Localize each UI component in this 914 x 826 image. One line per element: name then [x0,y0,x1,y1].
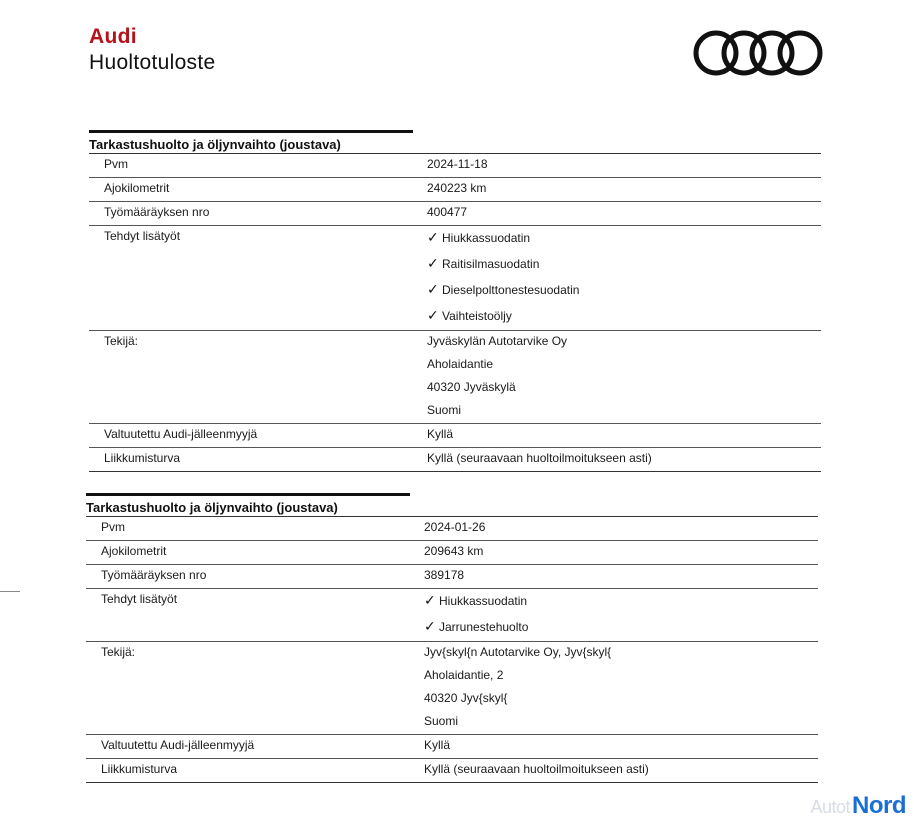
maker-line: Aholaidantie [427,357,494,371]
maker-line: Suomi [424,714,459,728]
dealer-value: Kyllä [427,427,454,441]
extras-label: Tehdyt lisätyöt [104,229,181,243]
date-value: 2024-11-18 [427,157,488,171]
mobility-value: Kyllä (seuraavaan huoltoilmoitukseen asti) [427,451,652,465]
audi-rings-icon [692,29,824,77]
section-heading: Tarkastushuolto ja öljynvaihto (joustava) [86,493,410,516]
date-value: 2024-01-26 [424,520,486,534]
check-icon: ✓ [427,229,439,245]
maker-label: Tekijä: [101,645,136,659]
brand-name: Audi [89,25,137,48]
row-km [89,178,821,202]
maker-line: Jyväskylän Autotarvike Oy [427,334,568,348]
extras-list [427,226,579,330]
row-mobility [86,759,818,783]
maker-line: Jyv{skyl{n Autotarvike Oy, Jyv{skyl{ [424,645,612,659]
date-label: Pvm [101,520,125,534]
watermark-faint: Autot [810,797,850,817]
record-rows [89,153,821,472]
maker-line: Suomi [427,403,462,417]
order-value: 389178 [424,568,465,582]
maker-line: 40320 Jyväskylä [427,380,516,394]
mobility-label: Liikkumisturva [101,762,178,776]
mobility-label: Liikkumisturva [104,451,181,465]
km-value: 240223 km [427,181,487,195]
check-icon: ✓ [427,307,439,323]
check-icon: ✓ [424,618,436,634]
row-order [86,565,818,589]
service-record-1 [89,130,821,472]
extras-list [424,589,528,641]
list-item: ✓ Jarrunestehuolto [424,615,528,641]
order-label: Työmääräyksen nro [101,568,207,582]
check-icon: ✓ [427,255,439,271]
row-dealer [89,424,821,448]
list-item: ✓ Dieselpolttonestesuodatin [427,278,579,304]
km-label: Ajokilometrit [104,181,170,195]
mobility-value: Kyllä (seuraavaan huoltoilmoitukseen asti) [424,762,649,776]
watermark-logo [810,792,906,820]
row-date [86,517,818,541]
row-date [89,154,821,178]
list-item: ✓ Vaihteistoöljy [427,304,579,330]
service-record-2 [86,493,818,783]
maker-address [424,642,611,734]
maker-label: Tekijä: [104,334,139,348]
check-icon: ✓ [427,281,439,297]
row-extras [86,589,818,642]
row-order [89,202,821,226]
row-km [86,541,818,565]
brand-block [89,24,215,76]
dealer-label: Valtuutettu Audi-jälleenmyyjä [104,427,258,441]
date-label: Pvm [104,157,128,171]
section-heading: Tarkastushuolto ja öljynvaihto (joustava) [89,130,413,153]
record-rows [86,516,818,783]
row-extras [89,226,821,331]
divider [0,591,20,592]
maker-address [427,331,567,423]
document-title: Huoltotuloste [89,51,216,74]
list-item: ✓ Hiukkassuodatin [427,226,579,252]
row-mobility [89,448,821,472]
list-item: ✓ Raitisilmasuodatin [427,252,579,278]
dealer-value: Kyllä [424,738,451,752]
km-label: Ajokilometrit [101,544,167,558]
list-item: ✓ Hiukkassuodatin [424,589,528,615]
maker-line: Aholaidantie, 2 [424,668,504,682]
row-maker [86,642,818,735]
check-icon: ✓ [424,592,436,608]
row-dealer [86,735,818,759]
watermark-brand: Nord [852,792,906,819]
km-value: 209643 km [424,544,484,558]
row-maker [89,331,821,424]
order-label: Työmääräyksen nro [104,205,210,219]
maker-line: 40320 Jyv{skyl{ [424,691,508,705]
order-value: 400477 [427,205,468,219]
extras-label: Tehdyt lisätyöt [101,592,178,606]
dealer-label: Valtuutettu Audi-jälleenmyyjä [101,738,255,752]
